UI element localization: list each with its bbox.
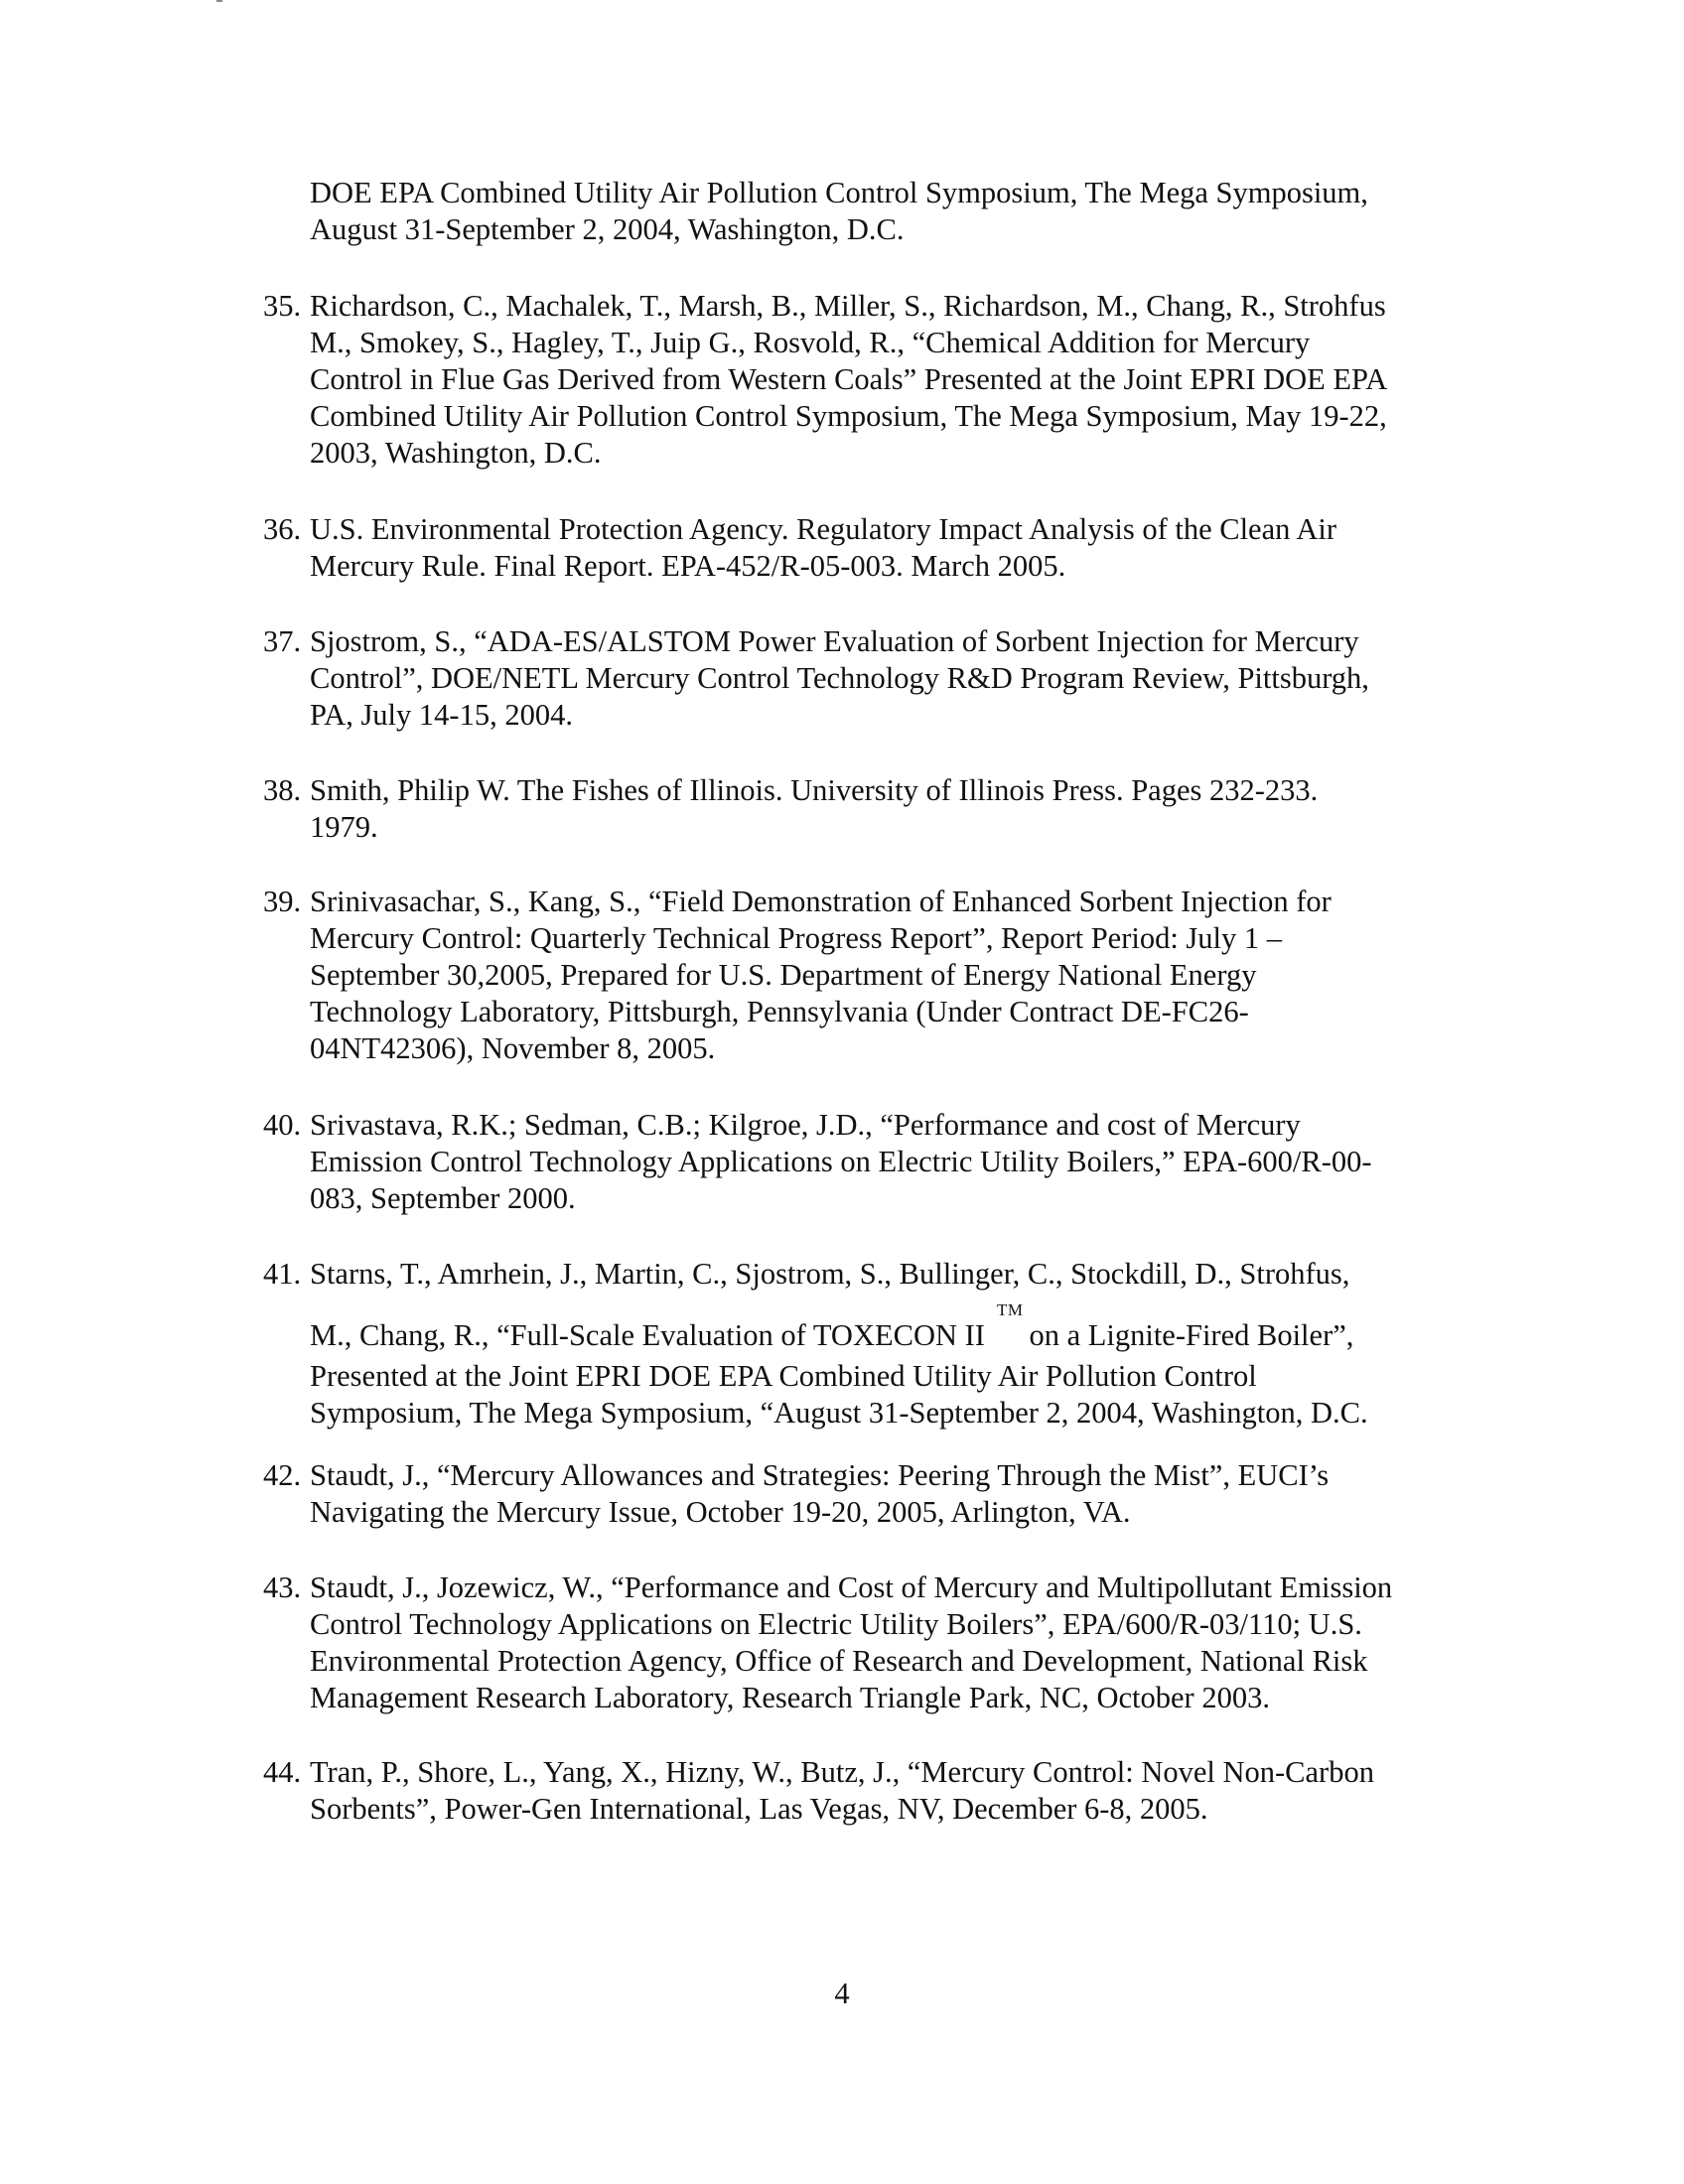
reference-line: Presented at the Joint EPRI DOE EPA Combined Utility Air Pollution Control: [310, 1359, 1257, 1393]
reference-number: 40.: [263, 1108, 302, 1142]
reference-text: [310, 288, 1481, 472]
reference-line: Sorbents”, Power-Gen International, Las Vegas, NV, December 6-8, 2005.: [310, 1792, 1208, 1826]
reference-line: Srinivasachar, S., Kang, S., “Field Demonstration of Enhanced Sorbent Injection for: [310, 885, 1332, 918]
reference-line: Richardson, C., Machalek, T., Marsh, B., Miller, S., Richardson, M., Chang, R., Strohfus: [310, 289, 1386, 323]
reference-text: [310, 1107, 1481, 1217]
reference-line: Symposium, The Mega Symposium, “August 31-September 2, 2004, Washington, D.C.: [310, 1396, 1368, 1430]
reference-text: [310, 623, 1481, 734]
continuation-line: August 31-September 2, 2004, Washington, D.C.: [310, 212, 905, 246]
reference-line: Control Technology Applications on Electric Utility Boilers”, EPA/600/R-03/110; U.S.: [310, 1607, 1362, 1641]
reference-line-segment: on a Lignite-Fired Boiler”,: [1029, 1318, 1354, 1352]
reference-line: Mercury Control: Quarterly Technical Progress Report”, Report Period: July 1 –: [310, 921, 1283, 955]
reference-number: 42.: [263, 1458, 302, 1492]
reference-line: PA, July 14-15, 2004.: [310, 698, 573, 732]
reference-line: Emission Control Technology Applications on Electric Utility Boilers,” EPA-600/R-00-: [310, 1145, 1372, 1178]
reference-line: Navigating the Mercury Issue, October 19-20, 2005, Arlington, VA.: [310, 1495, 1131, 1529]
reference-line: 083, September 2000.: [310, 1181, 576, 1215]
reference-line: Staudt, J., “Mercury Allowances and Strategies: Peering Through the Mist”, EUCI’s: [310, 1458, 1330, 1492]
reference-line: Tran, P., Shore, L., Yang, X., Hizny, W., Butz, J., “Mercury Control: Novel Non-Carbon: [310, 1755, 1374, 1789]
reference-line: Smith, Philip W. The Fishes of Illinois. University of Illinois Press. Pages 232-233.: [310, 773, 1319, 807]
trademark-symbol: TM: [996, 1300, 1024, 1319]
reference-number: 44.: [263, 1755, 302, 1789]
reference-number: 36.: [263, 512, 302, 546]
reference-text: [310, 511, 1481, 585]
reference-line: Control in Flue Gas Derived from Western Coals” Presented at the Joint EPRI DOE EPA: [310, 362, 1388, 396]
reference-text: [310, 884, 1481, 1067]
reference-line: Sjostrom, S., “ADA-ES/ALSTOM Power Evaluation of Sorbent Injection for Mercury: [310, 624, 1359, 658]
reference-line: Staudt, J., Jozewicz, W., “Performance and Cost of Mercury and Multipollutant Emission: [310, 1570, 1393, 1604]
reference-line: 04NT42306), November 8, 2005.: [310, 1031, 716, 1065]
continuation-line: DOE EPA Combined Utility Air Pollution Control Symposium, The Mega Symposium,: [310, 176, 1368, 209]
reference-line: Environmental Protection Agency, Office of Research and Development, National Risk: [310, 1644, 1368, 1678]
reference-number: 38.: [263, 773, 302, 807]
reference-text: [310, 1754, 1481, 1828]
reference-line: Starns, T., Amrhein, J., Martin, C., Sjostrom, S., Bullinger, C., Stockdill, D., Strohfus,: [310, 1257, 1350, 1291]
reference-number: 41.: [263, 1257, 302, 1291]
scan-mark: [216, 0, 222, 2]
reference-text: [310, 1570, 1481, 1716]
reference-line: September 30,2005, Prepared for U.S. Department of Energy National Energy: [310, 958, 1257, 992]
reference-line: Srivastava, R.K.; Sedman, C.B.; Kilgroe, J.D., “Performance and cost of Mercury: [310, 1108, 1301, 1142]
reference-continuation: [310, 175, 1481, 248]
reference-line: 1979.: [310, 810, 378, 844]
reference-line: Control”, DOE/NETL Mercury Control Technology R&D Program Review, Pittsburgh,: [310, 661, 1369, 695]
reference-line: U.S. Environmental Protection Agency. Regulatory Impact Analysis of the Clean Air: [310, 512, 1336, 546]
reference-line: Technology Laboratory, Pittsburgh, Pennsylvania (Under Contract DE-FC26-: [310, 995, 1249, 1028]
reference-text: [310, 1457, 1481, 1531]
reference-line: 2003, Washington, D.C.: [310, 436, 602, 470]
reference-text: [310, 1256, 1481, 1432]
reference-number: 35.: [263, 289, 302, 323]
page-number: 4: [834, 1977, 850, 2010]
reference-line: Mercury Rule. Final Report. EPA-452/R-05-003. March 2005.: [310, 549, 1066, 583]
reference-number: 37.: [263, 624, 302, 658]
reference-line: Management Research Laboratory, Research Triangle Park, NC, October 2003.: [310, 1681, 1270, 1714]
reference-line: M., Smokey, S., Hagley, T., Juip G., Rosvold, R., “Chemical Addition for Mercury: [310, 326, 1311, 359]
reference-text: [310, 772, 1481, 846]
reference-line-trademark: [310, 1300, 1481, 1358]
reference-line: Combined Utility Air Pollution Control Symposium, The Mega Symposium, May 19-22,: [310, 399, 1387, 433]
reference-number: 43.: [263, 1570, 302, 1604]
reference-line-segment: M., Chang, R., “Full-Scale Evaluation of TOXECON II: [310, 1318, 985, 1352]
reference-number: 39.: [263, 885, 302, 918]
